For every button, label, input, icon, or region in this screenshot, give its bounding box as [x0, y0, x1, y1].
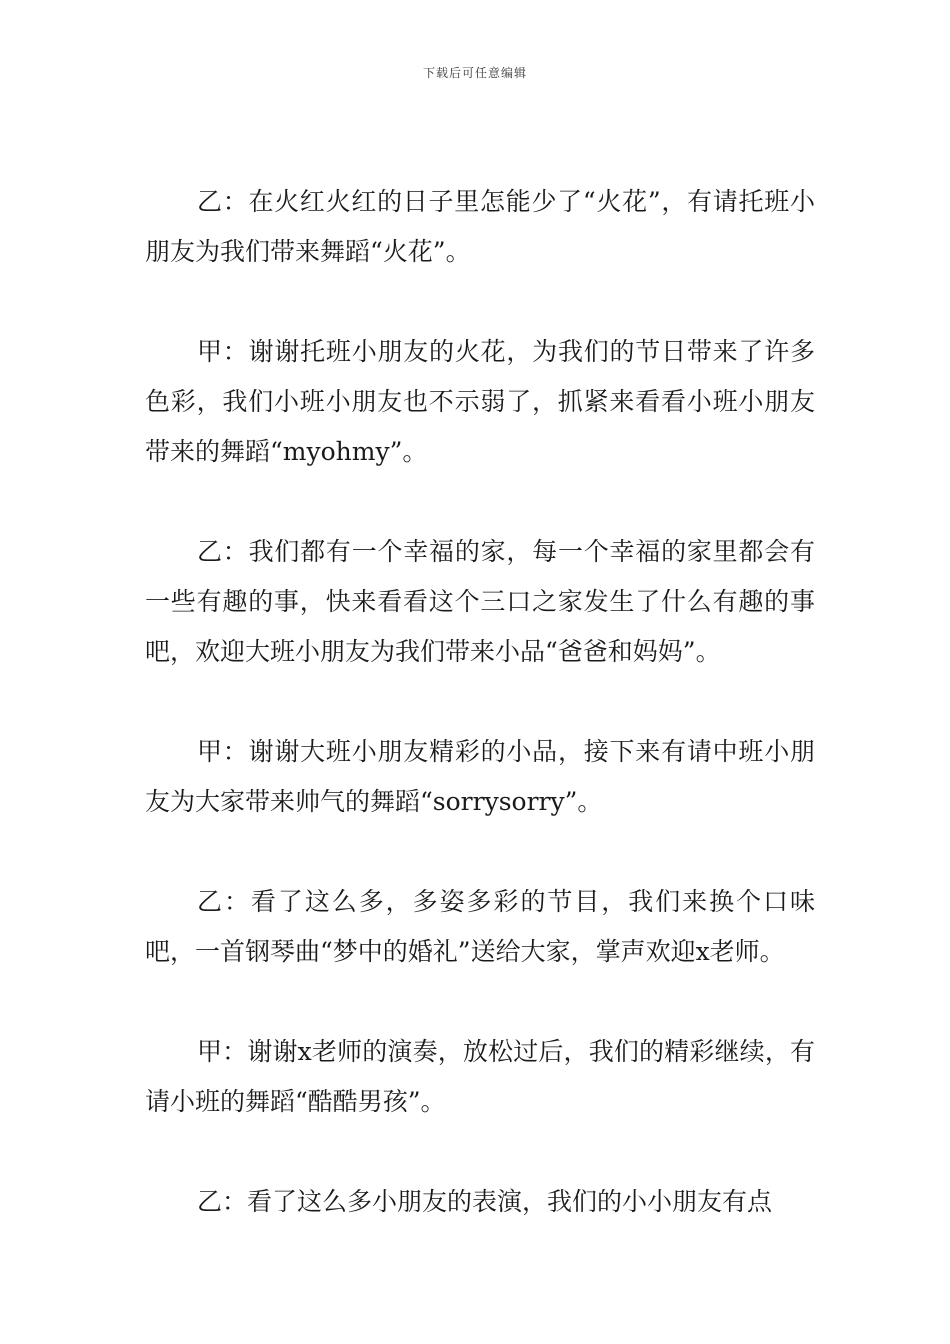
- page-header: 下载后可任意编辑: [422, 66, 527, 80]
- paragraph: 乙：看了这么多小朋友的表演，我们的小小朋友有点: [197, 1187, 773, 1216]
- paragraph: 甲：谢谢托班小朋友的火花，为我们的节日带来了许多色彩，我们小班小朋友也不示弱了，抓紧来看看小班小朋友带来的舞蹈“myohmy”。: [145, 337, 815, 466]
- document-body: [145, 177, 815, 1277]
- paragraph: 乙：在火红火红的日子里怎能少了“火花”，有请托班小朋友为我们带来舞蹈“火花”。: [145, 187, 815, 266]
- paragraph: 甲：谢谢x老师的演奏，放松过后，我们的精彩继续，有请小班的舞蹈“酷酷男孩”。: [145, 1037, 815, 1116]
- paragraph: 乙：我们都有一个幸福的家，每一个幸福的家里都会有一些有趣的事，快来看看这个三口之家发生了什么有趣的事吧，欢迎大班小朋友为我们带来小品“爸爸和妈妈”。: [145, 537, 815, 666]
- paragraph: 乙：看了这么多，多姿多彩的节目，我们来换个口味吧，一首钢琴曲“梦中的婚礼”送给大家，掌声欢迎x老师。: [145, 887, 815, 966]
- paragraph: 甲：谢谢大班小朋友精彩的小品，接下来有请中班小朋友为大家带来帅气的舞蹈“sorrysorry”。: [145, 737, 815, 816]
